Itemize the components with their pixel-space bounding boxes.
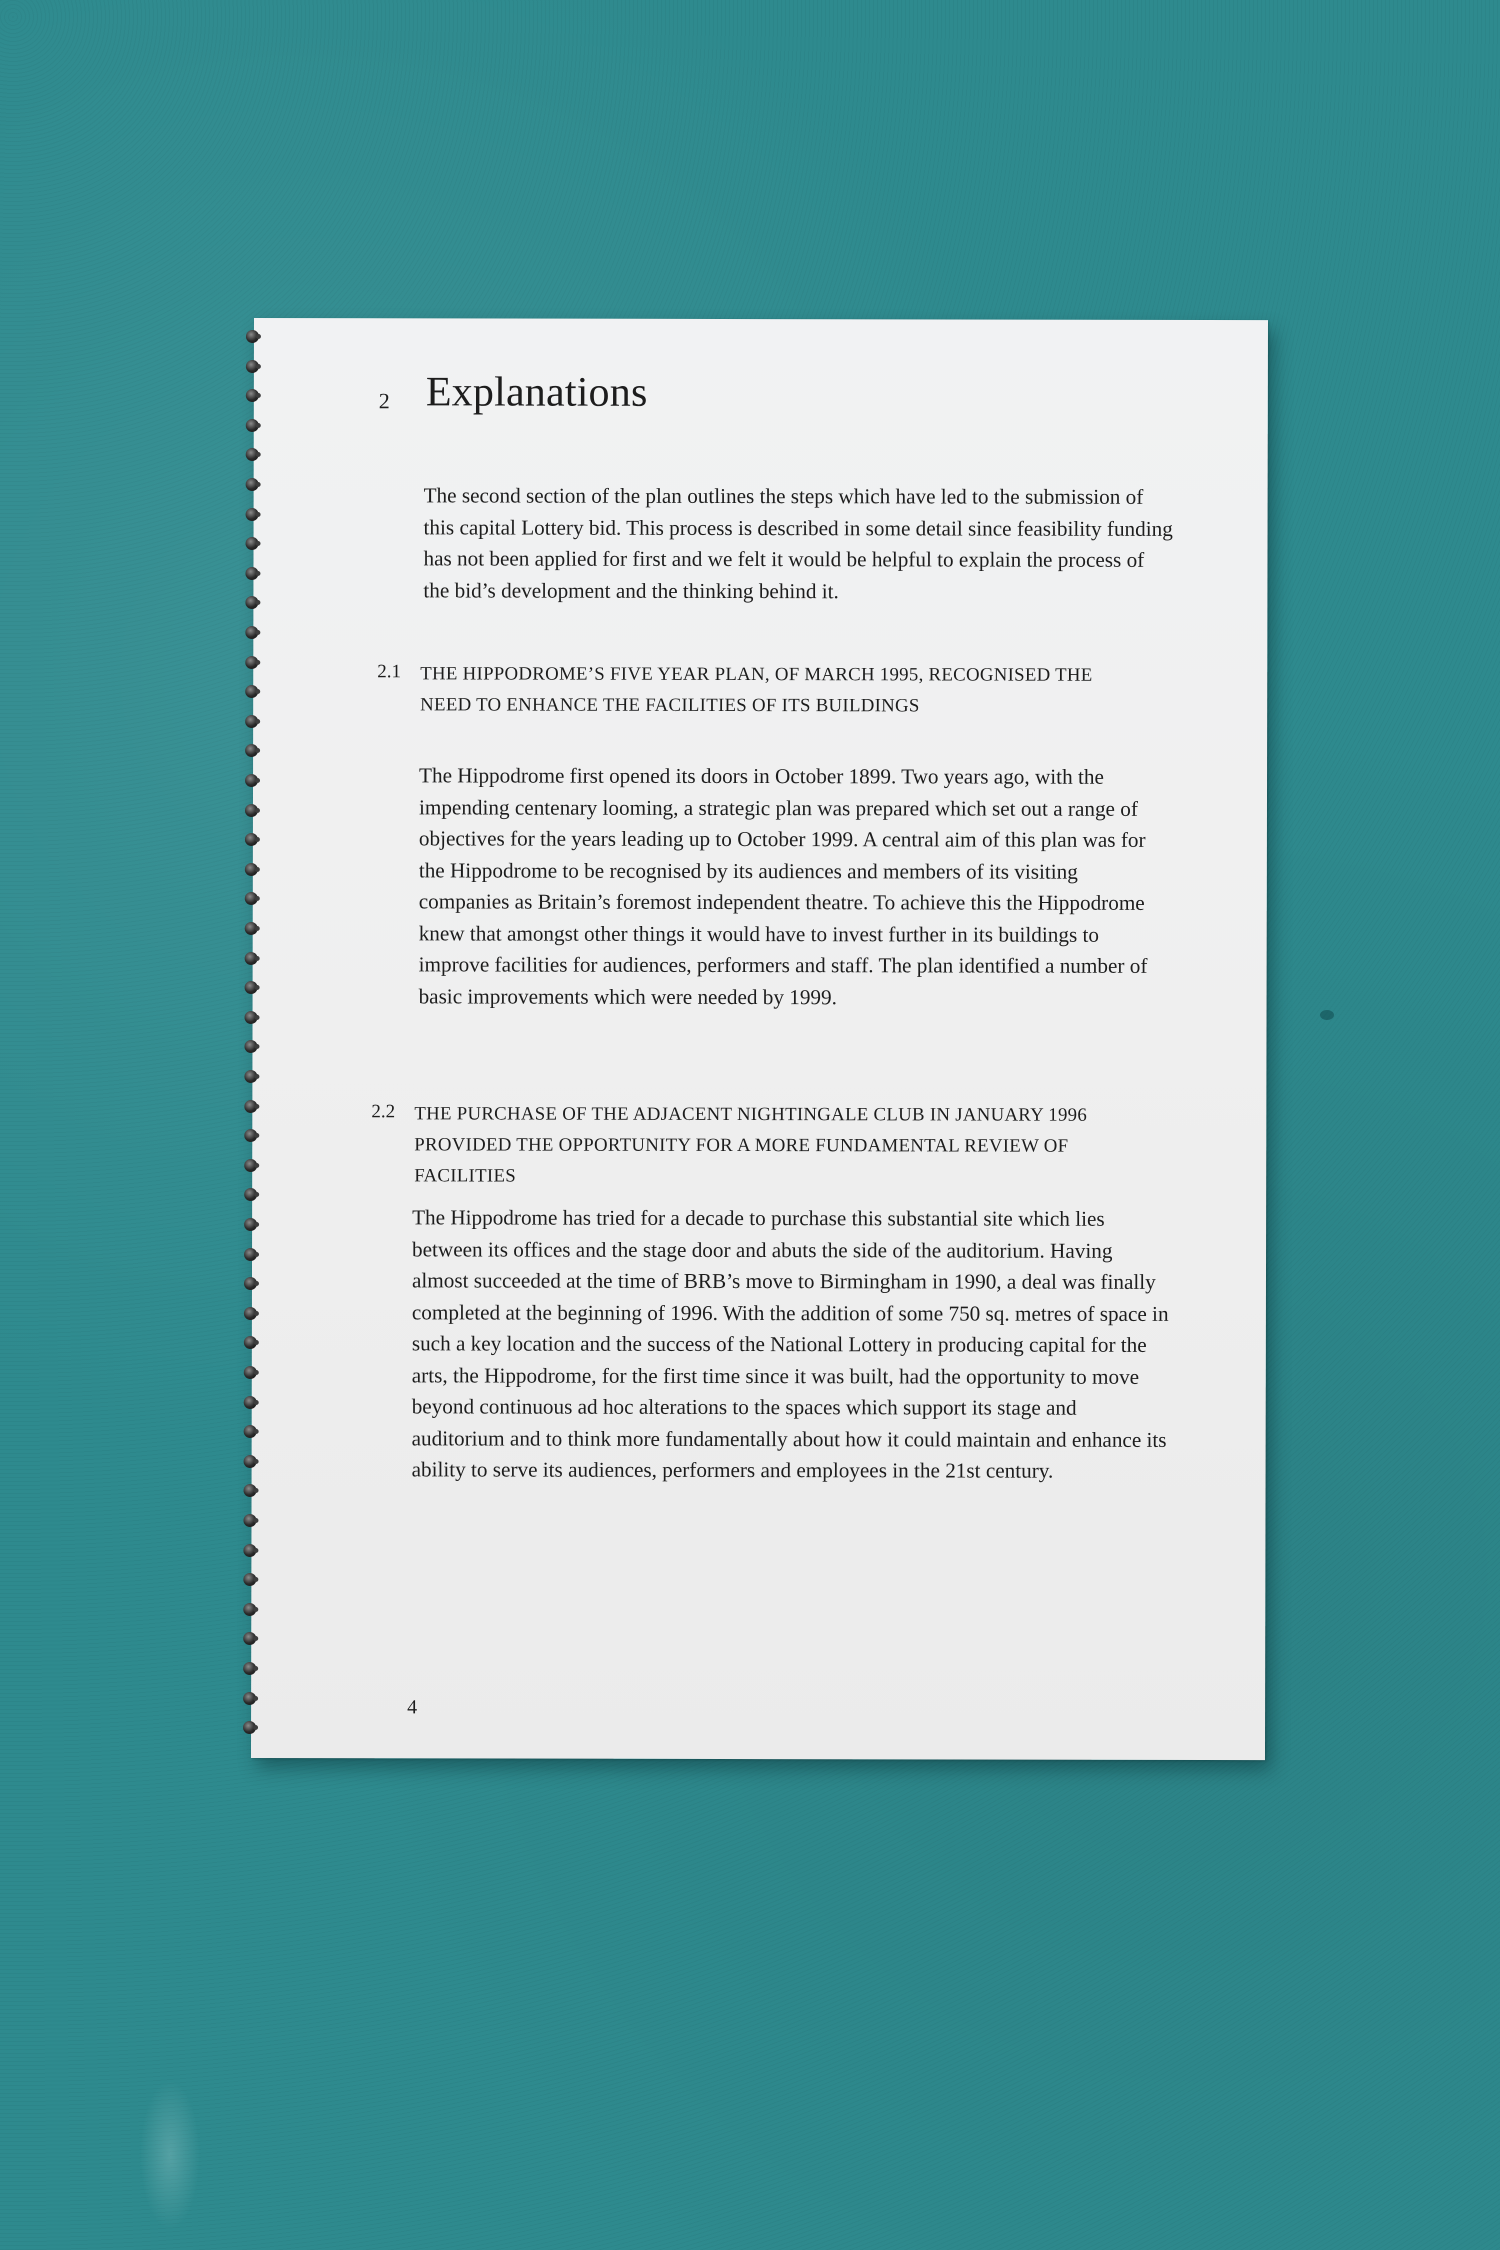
wall-scuff-mark: [140, 2080, 200, 2230]
section-title: Explanations: [425, 369, 648, 416]
binding-hole: [254, 1400, 259, 1405]
binding-hole: [255, 1015, 260, 1020]
binding-hole: [255, 660, 260, 665]
page-number: 4: [407, 1696, 418, 1719]
binding-hole: [255, 689, 260, 694]
binding-hole: [255, 926, 260, 931]
binding-hole: [254, 1370, 259, 1375]
binding-hole: [256, 482, 261, 487]
binding-hole: [255, 896, 260, 901]
binding-hole: [255, 808, 260, 813]
document-page: [251, 318, 1268, 1760]
subsection-2-2-body: The Hippodrome has tried for a decade to purchase this substantial site which lies between its offices and the stage door and abuts the side of the auditorium. Having almost succeeded at the time of BRB’s move to Birmingham in 1990, a deal was finally completed at the beginning of 1996. With the addition of some 750 sq. metres of space in such a key location and the success of the National Lottery in producing capital for the arts, the Hippodrome, for the first time since it was built, had the opportunity to move beyond continuous ad hoc alterations to the spaces which support its stage and auditorium and to think more fundamentally about how it could maintain and enhance its ability to serve its audiences, performers and employees in the 21st century.: [411, 1205, 1169, 1483]
binding-hole: [256, 334, 261, 339]
binding-hole: [255, 719, 260, 724]
intro-paragraph: The second section of the plan outlines the steps which have led to the submission of this capital Lottery bid. This process is described in some detail since feasibility funding has not been applied for first and we felt it would be helpful to explain the process of the bid’s development and the thinking behind it.: [423, 483, 1173, 603]
binding-hole: [256, 364, 261, 369]
binding-hole: [254, 1044, 259, 1049]
binding-hole: [256, 423, 261, 428]
binding-hole: [254, 1429, 259, 1434]
binding-hole: [255, 748, 260, 753]
subsection-2-1-number: 2.1: [377, 661, 402, 683]
binding-hole: [254, 1281, 259, 1286]
binding-hole: [255, 778, 260, 783]
binding-hole: [253, 1666, 258, 1671]
binding-hole: [254, 1459, 259, 1464]
binding-hole: [254, 1311, 259, 1316]
binding-hole: [255, 837, 260, 842]
binding-hole: [254, 1163, 259, 1168]
binding-hole: [253, 1725, 258, 1730]
binding-hole: [255, 867, 260, 872]
binding-hole: [255, 571, 260, 576]
binding-hole: [253, 1607, 258, 1612]
binding-hole: [256, 541, 261, 546]
section-number: 2: [378, 388, 390, 414]
binding-hole: [255, 985, 260, 990]
binding-hole: [253, 1636, 258, 1641]
binding-hole: [254, 1133, 259, 1138]
binding-hole: [253, 1518, 258, 1523]
subsection-2-2-heading: THE PURCHASE OF THE ADJACENT NIGHTINGALE CLUB IN JANUARY 1996 PROVIDED THE OPPORTUNITY FOR A MORE FUNDAMENTAL REVIEW OF FACILITIES: [414, 1103, 1088, 1187]
binding-hole: [254, 1222, 259, 1227]
binding-hole: [255, 956, 260, 961]
binding-hole: [255, 600, 260, 605]
binding-hole: [254, 1252, 259, 1257]
binding-hole: [256, 512, 261, 517]
subsection-2-1-body: The Hippodrome first opened its doors in October 1899. Two years ago, with the impending centenary looming, a strategic plan was prepared which set out a range of objectives for the years leading up to October 1999. A central aim of this plan was for the Hippodrome to be recognised by its audiences and members of its visiting companies as Britain’s foremost independent theatre. To achieve this the Hippodrome knew that amongst other things it would have to invest further in its buildings to improve facilities for audiences, performers and staff. The plan identified a number of basic improvements which were needed by 1999.: [418, 763, 1148, 1009]
subsection-2-1-heading: THE HIPPODROME’S FIVE YEAR PLAN, OF MARCH 1995, RECOGNISED THE NEED TO ENHANCE THE FACILITIES OF ITS BUILDINGS: [420, 663, 1093, 717]
binding-hole: [253, 1577, 258, 1582]
subsection-2-2-number: 2.2: [371, 1101, 396, 1123]
spiral-binding: [243, 324, 262, 1754]
binding-hole: [253, 1548, 258, 1553]
binding-hole: [256, 393, 261, 398]
binding-hole: [254, 1192, 259, 1197]
binding-hole: [254, 1104, 259, 1109]
binding-hole: [254, 1340, 259, 1345]
binding-hole: [253, 1696, 258, 1701]
binding-hole: [255, 630, 260, 635]
binding-hole: [254, 1074, 259, 1079]
wall-spot: [1320, 1010, 1334, 1020]
binding-hole: [256, 452, 261, 457]
binding-hole: [254, 1488, 259, 1493]
